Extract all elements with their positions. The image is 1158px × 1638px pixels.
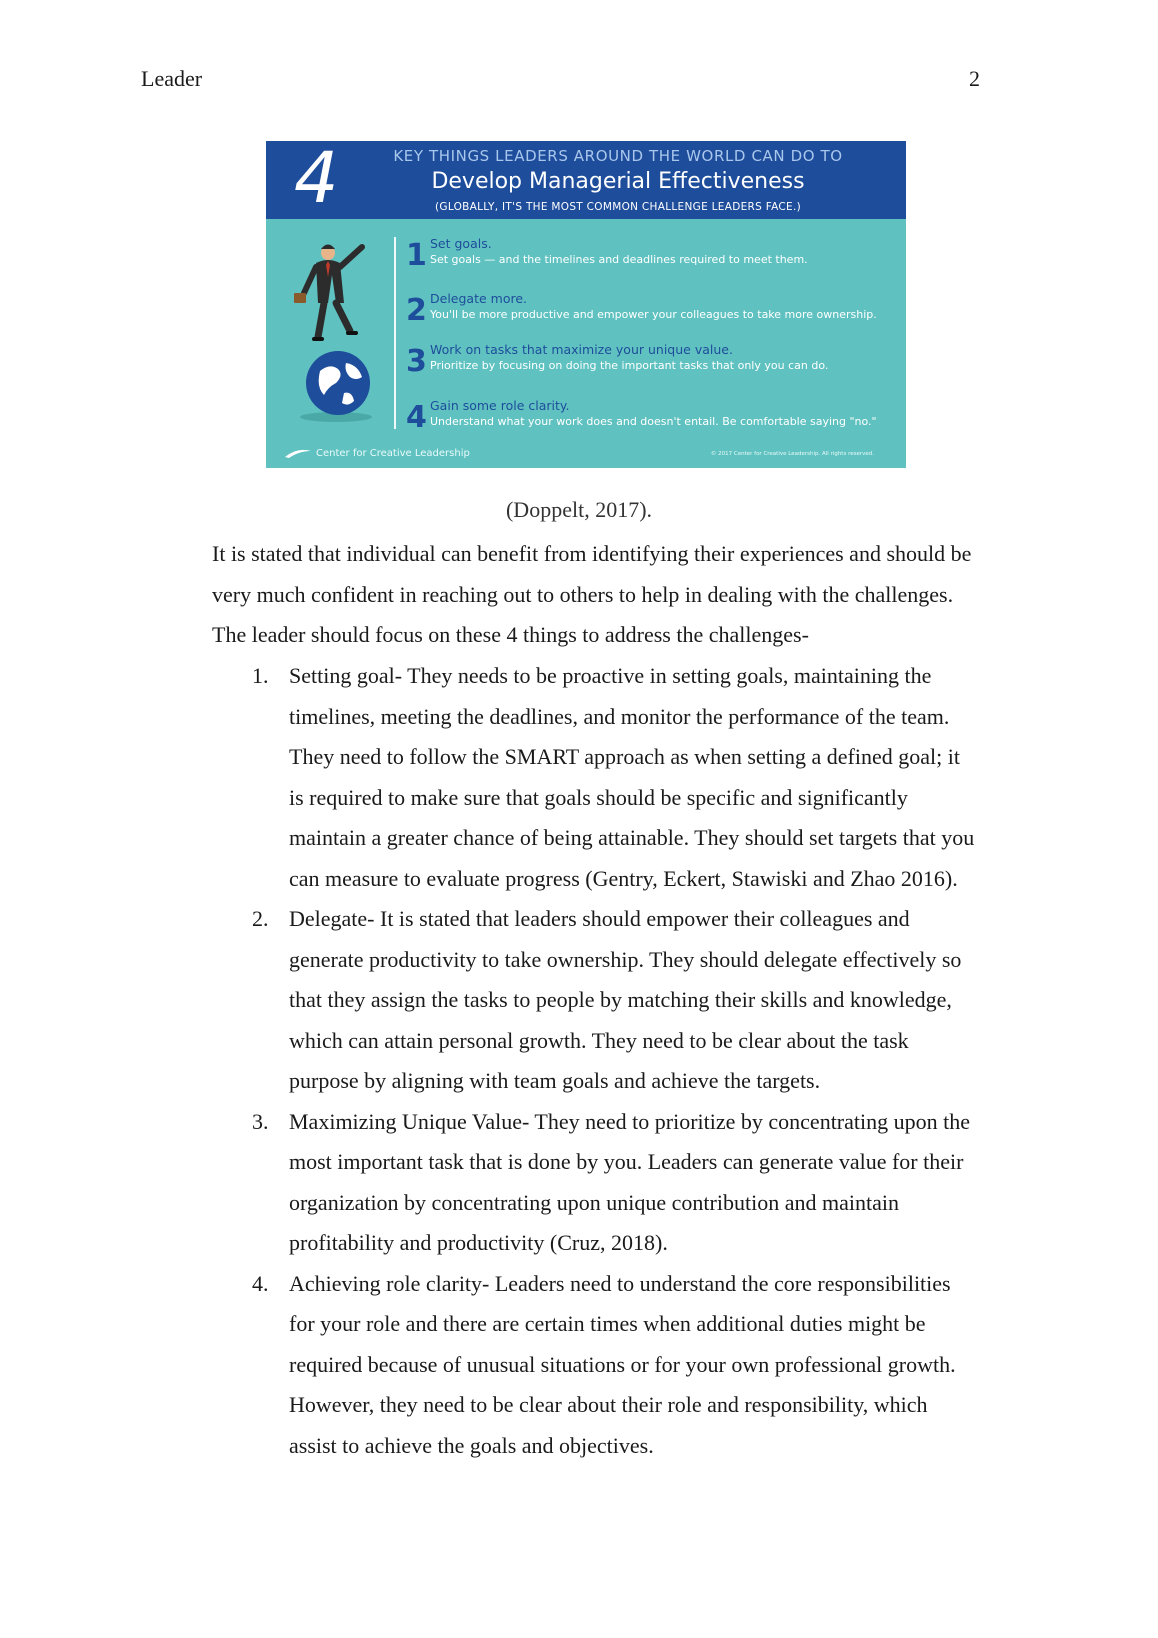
list-line: assist to achieve the goals and objectives. [289,1432,654,1458]
item-description: Set goals — and the timelines and deadlines required to meet them. [430,253,808,266]
list-line: timelines, meeting the deadlines, and monitor the performance of the team. [289,703,950,729]
list-line: is required to make sure that goals should be specific and significantly [289,784,908,810]
item-heading: Work on tasks that maximize your unique value. [430,342,733,357]
paragraph-line: The leader should focus on these 4 things to address the challenges- [212,622,809,647]
intro-paragraph [212,534,1032,656]
list-item-4 [252,1264,1042,1467]
item-heading: Set goals. [430,236,492,251]
brand-name: Center for Creative Leadership [316,448,470,459]
item-description: Understand what your work does and doesn't entail. Be comfortable saying "no." [430,415,877,428]
infographic-subtitle: (GLOBALLY, IT'S THE MOST COMMON CHALLENGE LEADERS FACE.) [434,201,801,213]
numbered-list [252,656,1042,1466]
businessman-on-globe-illustration [286,233,386,423]
infographic-item-2 [406,291,886,341]
list-line: purpose by aligning with team goals and achieve the targets. [289,1068,821,1093]
paragraph-line: It is stated that individual can benefit from identifying their experiences and should be [212,541,972,566]
infographic [266,141,906,468]
list-line: generate productivity to take ownership. They should delegate effectively so [289,946,962,972]
list-line: required because of unusual situations or for your own professional growth. [289,1351,956,1377]
list-line: They need to follow the SMART approach as when setting a defined goal; it [289,744,960,769]
list-line: Delegate- It is stated that leaders should empower their colleagues and [289,906,910,931]
figure-caption: (Doppelt, 2017). [505,497,653,522]
running-header-title: Leader [141,66,203,91]
list-number: 1. [252,663,269,688]
item-number: 4 [406,400,427,435]
list-number: 3. [252,1108,269,1134]
list-number: 4. [252,1270,269,1296]
item-heading: Gain some role clarity. [430,398,570,413]
list-line: which can attain personal growth. They need to be clear about the task [289,1027,909,1053]
infographic-big-number: 4 [294,141,339,219]
list-line: that they assign the tasks to people by matching their skills and knowledge, [289,987,952,1012]
list-line: most important task that is done by you. Leaders can generate value for their [289,1149,964,1174]
list-line: for your role and there are certain times when additional duties might be [289,1311,926,1336]
brand-logo [284,448,470,459]
brand-swoosh-icon [284,449,312,459]
list-line: Achieving role clarity- Leaders need to understand the core responsibilities [289,1270,951,1296]
item-description: You'll be more productive and empower your colleagues to take more ownership. [430,308,877,321]
list-line: Setting goal- They needs to be proactive in setting goals, maintaining the [289,663,932,688]
item-description: Prioritize by focusing on doing the important tasks that only you can do. [430,359,829,372]
paragraph-line: very much confident in reaching out to others to help in dealing with the challenges. [212,581,954,607]
list-line: can measure to evaluate progress (Gentry, Eckert, Stawiski and Zhao 2016). [289,865,958,891]
list-line: organization by concentrating upon unique contribution and maintain [289,1189,899,1215]
list-line: Maximizing Unique Value- They need to prioritize by concentrating upon the [289,1108,971,1134]
item-number: 2 [406,293,427,328]
list-item-1 [252,656,1042,899]
item-number: 3 [406,344,427,379]
list-item-3 [252,1102,1042,1264]
list-line: profitability and productivity (Cruz, 2018). [289,1230,668,1255]
list-number: 2. [252,906,269,931]
item-heading: Delegate more. [430,291,527,306]
infographic-item-3 [406,342,886,392]
infographic-divider [394,237,396,429]
infographic-item-1 [406,236,886,286]
infographic-kicker: KEY THINGS LEADERS AROUND THE WORLD CAN DO TO [393,147,843,165]
list-line: maintain a greater chance of being attainable. They should set targets that you [289,825,975,850]
item-number: 1 [406,238,427,273]
page-number: 2 [969,66,980,91]
infographic-title: Develop Managerial Effectiveness [431,169,805,194]
list-line: However, they need to be clear about their role and responsibility, which [289,1392,928,1417]
copyright-notice: © 2017 Center for Creative Leadership. All rights reserved. [710,451,874,457]
infographic-item-4 [406,398,886,448]
list-item-2 [252,899,1042,1102]
